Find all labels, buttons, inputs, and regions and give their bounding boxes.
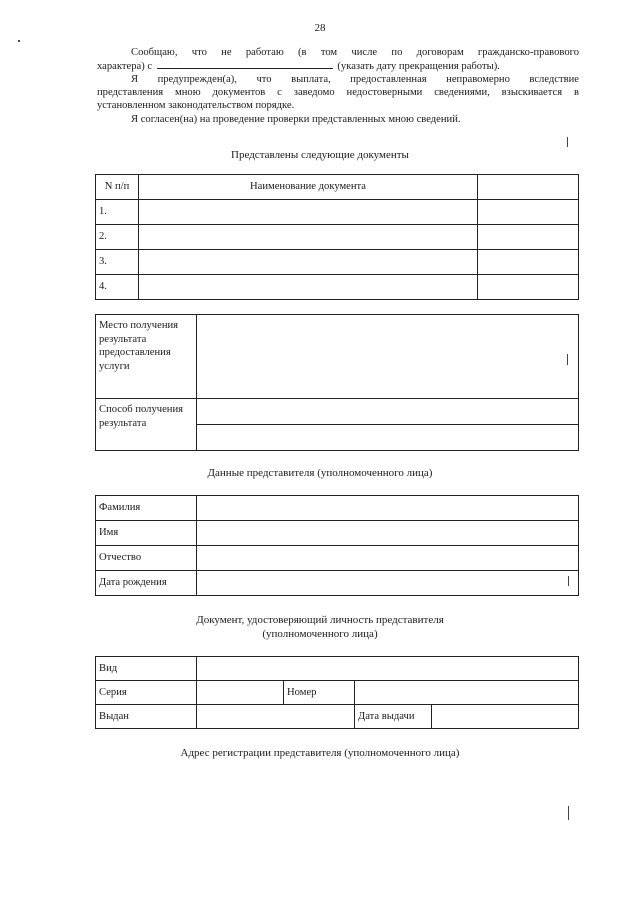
document-extra-cell[interactable] (478, 250, 579, 275)
method-label: Способ получения результата (96, 399, 197, 451)
table-row (96, 200, 579, 225)
series-cell[interactable] (197, 681, 284, 705)
first-name-label: Имя (96, 521, 197, 546)
birth-date-label: Дата рождения (96, 571, 197, 596)
representative-heading: Данные представителя (уполномоченного лица) (207, 467, 433, 479)
documents-heading: Представлены следующие документы (231, 149, 409, 161)
document-name-cell[interactable] (139, 200, 478, 225)
document-extra-cell[interactable] (478, 275, 579, 300)
not-working-statement-line2 (97, 59, 579, 73)
issue-date-cell[interactable] (432, 705, 579, 729)
row-number: 1. (96, 200, 139, 225)
method-value-cell-2[interactable] (197, 425, 579, 451)
place-label: Место получения результата предоставления услуги (96, 315, 197, 399)
warning-line2: представления мною документов с заведомо недостоверными сведениями, взыскивается в (97, 87, 579, 98)
termination-date-blank[interactable] (157, 59, 333, 69)
consent-statement: Я согласен(на) на проведение проверки представленных мною сведений. (131, 114, 461, 125)
not-working-end-text: (указать дату прекращения работы). (337, 61, 500, 72)
scan-mark (567, 137, 568, 147)
warning-line3: установленном законодательством порядке. (97, 100, 295, 111)
method-value-cell-1[interactable] (197, 399, 579, 425)
number-cell[interactable] (355, 681, 579, 705)
last-name-label: Фамилия (96, 496, 197, 521)
result-table (95, 314, 579, 451)
identity-heading-line1: Документ, удостоверяющий личность представителя (196, 614, 444, 626)
not-working-start-text: характера) с (97, 61, 153, 72)
issued-label: Выдан (96, 705, 197, 729)
issue-date-label: Дата выдачи (355, 705, 432, 729)
document-name-cell[interactable] (139, 225, 478, 250)
page-number: 28 (314, 22, 326, 34)
table-row (96, 250, 579, 275)
doc-type-label: Вид (96, 657, 197, 681)
row-number: 4. (96, 275, 139, 300)
patronymic-label: Отчество (96, 546, 197, 571)
doc-type-cell[interactable] (197, 657, 579, 681)
scan-mark (568, 576, 569, 586)
issued-cell[interactable] (197, 705, 355, 729)
place-value-cell[interactable] (197, 315, 579, 399)
document-name-cell[interactable] (139, 275, 478, 300)
first-name-cell[interactable] (197, 521, 579, 546)
birth-date-cell[interactable] (197, 571, 579, 596)
patronymic-cell[interactable] (197, 546, 579, 571)
document-name-cell[interactable] (139, 250, 478, 275)
table-row (96, 275, 579, 300)
col-number-header: N п/п (96, 175, 139, 200)
identity-table (95, 656, 579, 729)
document-extra-cell[interactable] (478, 225, 579, 250)
col-extra-header (478, 175, 579, 200)
series-label: Серия (96, 681, 197, 705)
documents-table (95, 174, 579, 300)
not-working-statement-line1: Сообщаю, что не работаю (в том числе по договорам гражданско-правового (131, 47, 579, 58)
last-name-cell[interactable] (197, 496, 579, 521)
scan-dot (18, 40, 20, 42)
col-name-header: Наименование документа (139, 175, 478, 200)
document-extra-cell[interactable] (478, 200, 579, 225)
warning-line1: Я предупрежден(а), что выплата, предоставленная неправомерно вследствие (131, 74, 579, 85)
identity-heading-line2: (уполномоченного лица) (262, 628, 378, 640)
number-label: Номер (284, 681, 355, 705)
table-row (96, 225, 579, 250)
scan-mark (567, 354, 568, 365)
scan-mark (568, 806, 569, 820)
address-heading: Адрес регистрации представителя (уполномоченного лица) (180, 747, 460, 759)
row-number: 3. (96, 250, 139, 275)
row-number: 2. (96, 225, 139, 250)
representative-table (95, 495, 579, 596)
